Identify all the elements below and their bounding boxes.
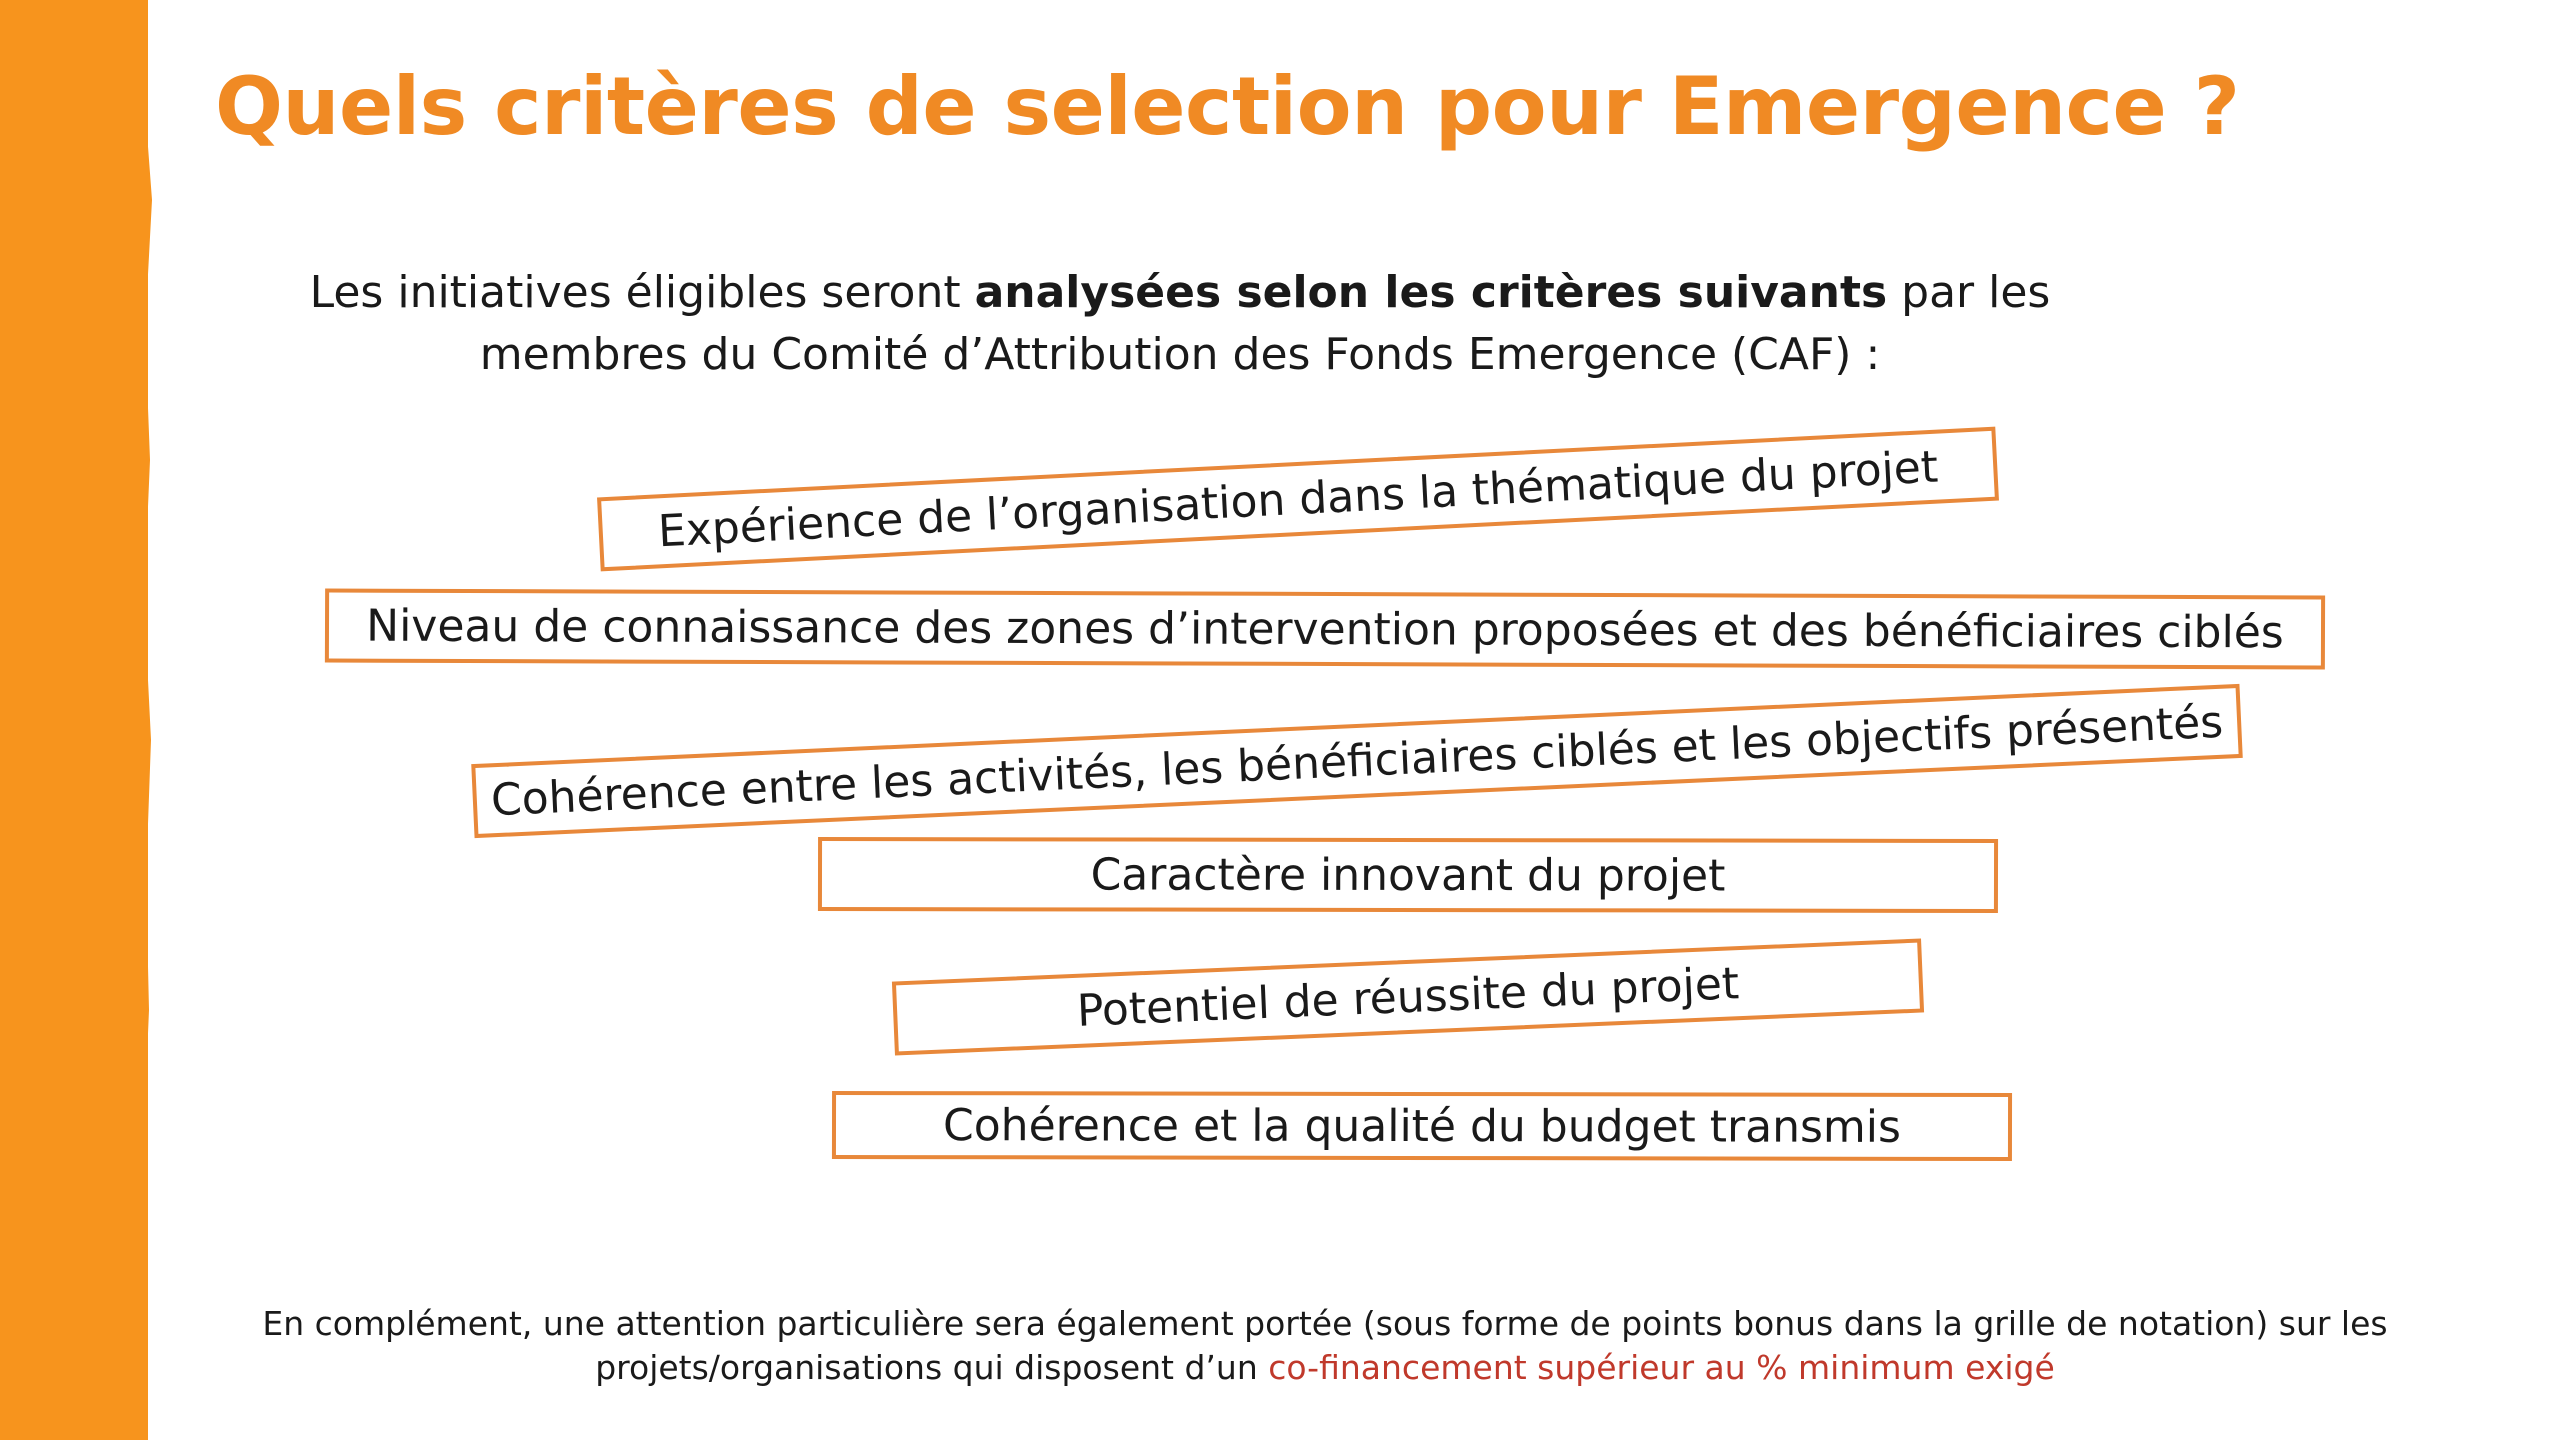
criterion-label: Potentiel de réussite du projet — [1075, 957, 1741, 1037]
brush-edge-decoration — [136, 0, 160, 1440]
footnote-line1: En complément, une attention particulière sera également portée (sous forme de points bonus dans la grille de notation) sur les — [262, 1304, 2388, 1343]
intro-text-line2: membres du Comité d’Attribution des Fonds Emergence (CAF) : — [479, 329, 1881, 380]
criterion-label: Caractère innovant du projet — [1090, 848, 1726, 902]
footnote-line2: projets/organisations qui disposent d’un — [595, 1348, 1269, 1387]
criterion-label: Cohérence entre les activités, les bénéficiaires ciblés et les objectifs présentés — [489, 696, 2225, 826]
intro-text-bold: analysées selon les critères suivants — [974, 267, 1888, 318]
footnote — [245, 1302, 2405, 1390]
criterion-coherence-activities — [471, 684, 2243, 838]
intro-text-before: Les initiatives éligibles seront — [309, 267, 975, 318]
criterion-label: Niveau de connaissance des zones d’intervention proposées et des bénéficiaires ciblés — [366, 600, 2284, 658]
criterion-label: Expérience de l’organisation dans la thématique du projet — [656, 441, 1940, 557]
footnote-highlight: co-financement supérieur au % minimum exigé — [1268, 1348, 2055, 1387]
criterion-experience — [597, 427, 1999, 572]
criterion-knowledge — [325, 589, 2325, 670]
intro-paragraph — [260, 262, 2100, 386]
criterion-budget — [832, 1091, 2012, 1161]
criterion-label: Cohérence et la qualité du budget transmis — [943, 1099, 1901, 1153]
slide-title: Quels critères de selection pour Emergence ? — [215, 60, 2240, 153]
intro-text-after: par les — [1887, 267, 2051, 318]
criterion-success-potential — [892, 938, 1924, 1055]
orange-side-band — [0, 0, 148, 1440]
criterion-innovation — [818, 837, 1998, 913]
